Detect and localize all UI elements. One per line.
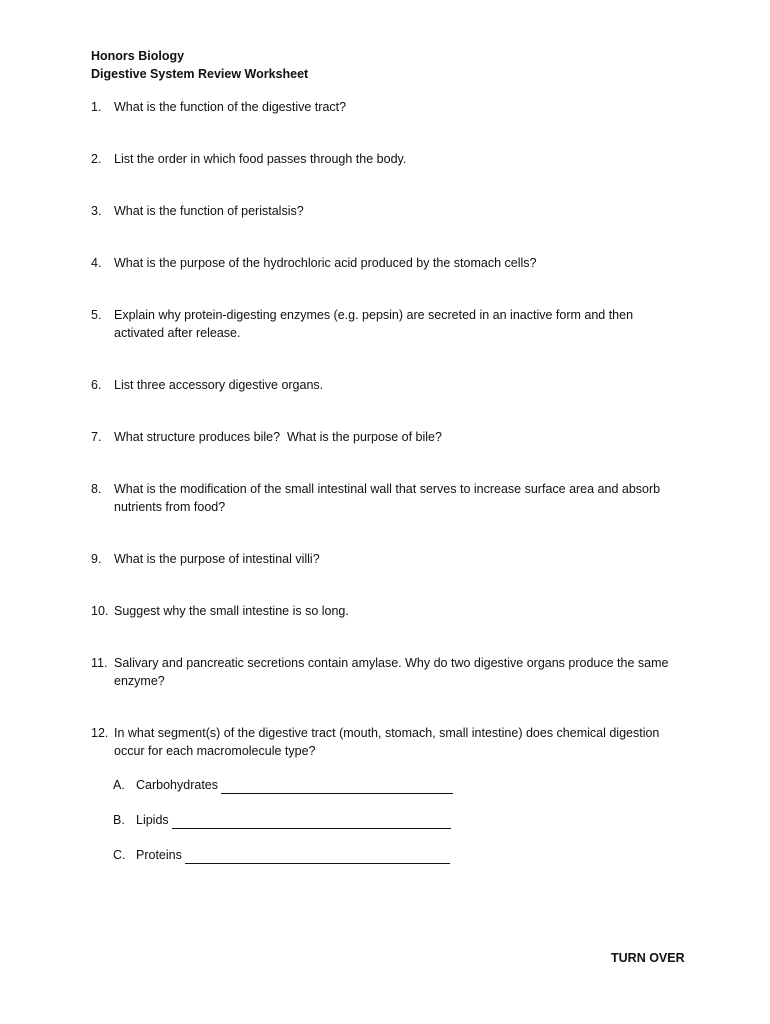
question-3 (91, 202, 691, 220)
answer-blank-proteins[interactable] (185, 850, 450, 864)
answer-carbohydrates (113, 776, 453, 794)
subitem-letter: C. (113, 848, 126, 862)
question-text: What is the purpose of intestinal villi? (114, 552, 320, 566)
subitem-label: Proteins (136, 848, 182, 862)
question-5 (91, 306, 691, 342)
question-text: What is the function of peristalsis? (114, 204, 304, 218)
question-8 (91, 480, 691, 516)
question-9 (91, 550, 691, 568)
question-text: Suggest why the small intestine is so long. (114, 604, 349, 618)
question-number: 6. (91, 378, 102, 392)
question-text: What structure produces bile? What is the purpose of bile? (114, 430, 442, 444)
question-number: 9. (91, 552, 102, 566)
course-title: Honors Biology (91, 49, 185, 63)
question-2 (91, 150, 691, 168)
question-number: 7. (91, 430, 102, 444)
question-number: 3. (91, 204, 102, 218)
question-number: 8. (91, 482, 102, 496)
question-number: 4. (91, 256, 102, 270)
question-10 (91, 602, 691, 620)
subitem-letter: B. (113, 813, 125, 827)
answer-lipids (113, 811, 451, 829)
subitem-label: Lipids (136, 813, 169, 827)
question-text: Explain why protein-digesting enzymes (e.g. pepsin) are secreted in an inactive form and then activated after release. (114, 308, 634, 340)
subitem-label: Carbohydrates (136, 778, 218, 792)
question-6 (91, 376, 691, 394)
turn-over-label: TURN OVER (611, 951, 685, 965)
question-11 (91, 654, 691, 690)
question-number: 2. (91, 152, 102, 166)
answer-blank-lipids[interactable] (172, 815, 451, 829)
question-text: List the order in which food passes through the body. (114, 152, 407, 166)
worksheet-title: Digestive System Review Worksheet (91, 67, 309, 81)
question-number: 1. (91, 100, 102, 114)
question-number: 11. (91, 656, 108, 670)
question-text: What is the purpose of the hydrochloric acid produced by the stomach cells? (114, 256, 537, 270)
question-text: Salivary and pancreatic secretions contain amylase. Why do two digestive organs produce the same enzyme? (114, 656, 669, 688)
subitem-letter: A. (113, 778, 125, 792)
question-text: List three accessory digestive organs. (114, 378, 324, 392)
question-number: 5. (91, 308, 102, 322)
question-number: 10. (91, 604, 109, 618)
question-7 (91, 428, 691, 446)
question-1 (91, 98, 691, 116)
answer-proteins (113, 846, 450, 864)
question-12 (91, 724, 691, 760)
worksheet-header (91, 47, 308, 83)
question-text: What is the modification of the small intestinal wall that serves to increase surface area and absorb nutrients from food? (114, 482, 661, 514)
question-4 (91, 254, 691, 272)
answer-blank-carbohydrates[interactable] (221, 780, 453, 794)
question-text: In what segment(s) of the digestive tract (mouth, stomach, small intestine) does chemical digestion occur for each macromolecule type? (114, 726, 660, 758)
question-text: What is the function of the digestive tract? (114, 100, 347, 114)
question-number: 12. (91, 726, 109, 740)
